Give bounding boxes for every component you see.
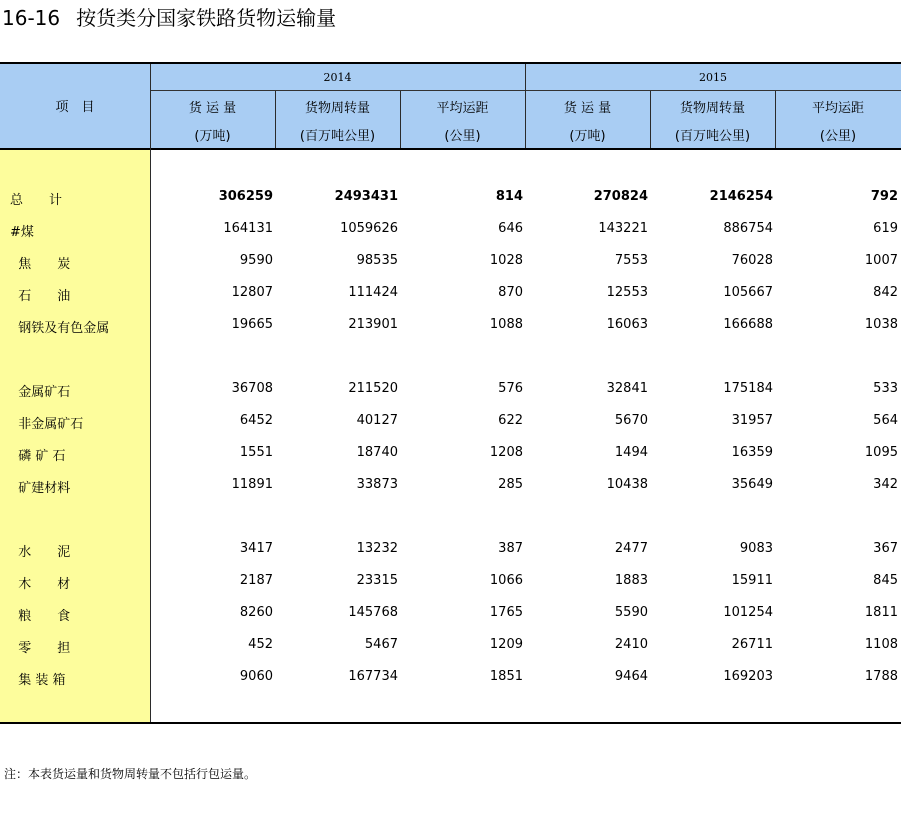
cell-value: 111424 <box>348 285 398 300</box>
cell-value: 387 <box>498 541 523 556</box>
cell-value: 175184 <box>723 381 773 396</box>
cell-value: 1066 <box>489 573 523 588</box>
table-row <box>0 218 901 240</box>
cell-value: 8260 <box>239 605 273 620</box>
cell-value: 576 <box>498 381 523 396</box>
table-row <box>0 570 901 592</box>
cell-value: 452 <box>248 637 273 652</box>
row-label: 木 材 <box>10 577 71 592</box>
cell-value: 7553 <box>614 253 648 268</box>
cell-value: 6452 <box>239 413 273 428</box>
cell-value: 5670 <box>614 413 648 428</box>
cell-value: 1851 <box>489 669 523 684</box>
table-row <box>0 666 901 688</box>
cell-value: 31957 <box>731 413 773 428</box>
cell-value: 270824 <box>593 189 648 204</box>
column-header: 平均运距 <box>811 101 864 116</box>
column-header: 货物周转量 <box>679 101 745 116</box>
cell-value: 36708 <box>231 381 273 396</box>
table-number: 16-16 <box>2 6 61 30</box>
cell-value: 76028 <box>731 253 773 268</box>
cell-value: 10438 <box>606 477 648 492</box>
cell-value: 19665 <box>231 317 273 332</box>
cell-value: 9083 <box>739 541 773 556</box>
column-unit: (公里) <box>444 129 481 144</box>
row-label: 金属矿石 <box>10 385 71 400</box>
row-label: 非金属矿石 <box>10 417 84 432</box>
cell-value: 15911 <box>731 573 773 588</box>
column-unit: (公里) <box>819 129 857 144</box>
cell-value: 145768 <box>348 605 398 620</box>
cell-value: 564 <box>873 413 898 428</box>
table-row <box>0 602 901 624</box>
column-header: 货物周转量 <box>304 101 370 116</box>
table-row <box>0 314 901 336</box>
row-label: 水 泥 <box>10 545 71 560</box>
cell-value: 886754 <box>723 221 773 236</box>
cell-value: 2410 <box>614 637 648 652</box>
cell-value: 9060 <box>239 669 273 684</box>
table-row <box>0 378 901 400</box>
cell-value: 1551 <box>239 445 273 460</box>
column-unit: (百万吨公里) <box>674 129 751 144</box>
table-row <box>0 282 901 304</box>
table-row <box>0 410 901 432</box>
cell-value: 1028 <box>489 253 523 268</box>
cell-value: 619 <box>873 221 898 236</box>
cell-value: 622 <box>498 413 523 428</box>
cell-value: 870 <box>498 285 523 300</box>
column-unit: (万吨) <box>569 129 606 144</box>
cell-value: 16063 <box>606 317 648 332</box>
cell-value: 3417 <box>239 541 273 556</box>
cell-value: 1883 <box>614 573 648 588</box>
cell-value: 792 <box>870 189 898 204</box>
cell-value: 166688 <box>723 317 773 332</box>
table-title: 按货类分国家铁路货物运输量 <box>76 6 337 30</box>
cell-value: 143221 <box>598 221 648 236</box>
year-rule-2015 <box>525 90 901 91</box>
cell-value: 23315 <box>356 573 398 588</box>
cell-value: 646 <box>498 221 523 236</box>
row-label: 集 装 箱 <box>10 673 66 688</box>
table-row <box>0 538 901 560</box>
row-label: 零 担 <box>10 641 71 656</box>
cell-value: 2187 <box>239 573 273 588</box>
column-header: 平均运距 <box>436 101 489 116</box>
top-rule <box>0 62 901 64</box>
cell-value: 1494 <box>614 445 648 460</box>
cell-value: 367 <box>873 541 898 556</box>
header-rule <box>0 148 901 150</box>
cell-value: 1765 <box>489 605 523 620</box>
cell-value: 12553 <box>606 285 648 300</box>
page-title <box>2 4 336 32</box>
cell-value: 33873 <box>356 477 398 492</box>
table-row <box>0 442 901 464</box>
cell-value: 306259 <box>218 189 273 204</box>
cell-value: 845 <box>873 573 898 588</box>
cell-value: 533 <box>873 381 898 396</box>
row-label: #煤 <box>10 225 34 240</box>
column-unit: (百万吨公里) <box>299 129 376 144</box>
bottom-rule <box>0 722 901 724</box>
table-row <box>0 186 901 208</box>
cell-value: 5467 <box>364 637 398 652</box>
cell-value: 40127 <box>356 413 398 428</box>
cell-value: 1208 <box>489 445 523 460</box>
year-header-2015: 2015 <box>699 71 727 84</box>
row-label: 矿建材料 <box>10 481 71 496</box>
cell-value: 814 <box>495 189 523 204</box>
column-header: 货 运 量 <box>188 101 237 116</box>
cell-value: 1209 <box>489 637 523 652</box>
cell-value: 12807 <box>231 285 273 300</box>
cell-value: 2477 <box>614 541 648 556</box>
year-rule-2014 <box>150 90 525 91</box>
year-header-2014: 2014 <box>323 71 352 84</box>
cell-value: 18740 <box>356 445 398 460</box>
table-row <box>0 250 901 272</box>
cell-value: 32841 <box>606 381 648 396</box>
cell-value: 2146254 <box>709 189 773 204</box>
cell-value: 167734 <box>348 669 398 684</box>
cell-value: 285 <box>498 477 523 492</box>
cell-value: 13232 <box>356 541 398 556</box>
column-header: 货 运 量 <box>563 101 612 116</box>
cell-value: 211520 <box>348 381 398 396</box>
cell-value: 342 <box>873 477 898 492</box>
cell-value: 11891 <box>231 477 273 492</box>
row-label: 粮 食 <box>10 609 71 624</box>
table-footnote: 注：本表货运量和货物周转量不包括行包运量。 <box>4 767 257 781</box>
cell-value: 842 <box>873 285 898 300</box>
cell-value: 16359 <box>731 445 773 460</box>
row-label: 石 油 <box>10 289 71 304</box>
cell-value: 164131 <box>223 221 273 236</box>
cell-value: 1088 <box>489 317 523 332</box>
cell-value: 1059626 <box>340 221 398 236</box>
cell-value: 1811 <box>864 605 898 620</box>
table-row <box>0 634 901 656</box>
row-label: 磷 矿 石 <box>10 449 66 464</box>
item-header: 项 目 <box>55 100 95 115</box>
cell-value: 9590 <box>239 253 273 268</box>
cell-value: 35649 <box>731 477 773 492</box>
cell-value: 1108 <box>864 637 898 652</box>
row-label: 总 计 <box>10 193 63 208</box>
table-row <box>0 474 901 496</box>
cell-value: 2493431 <box>334 189 398 204</box>
cell-value: 1788 <box>864 669 898 684</box>
cell-value: 9464 <box>614 669 648 684</box>
cell-value: 105667 <box>723 285 773 300</box>
cell-value: 5590 <box>614 605 648 620</box>
row-label: 焦 炭 <box>10 257 71 272</box>
cell-value: 169203 <box>723 669 773 684</box>
cell-value: 26711 <box>731 637 773 652</box>
cell-value: 98535 <box>356 253 398 268</box>
cell-value: 1007 <box>864 253 898 268</box>
cell-value: 1095 <box>864 445 898 460</box>
freight-table <box>0 62 901 724</box>
cell-value: 101254 <box>723 605 773 620</box>
column-unit: (万吨) <box>194 129 231 144</box>
row-label: 钢铁及有色金属 <box>10 321 110 336</box>
cell-value: 1038 <box>864 317 898 332</box>
cell-value: 213901 <box>348 317 398 332</box>
